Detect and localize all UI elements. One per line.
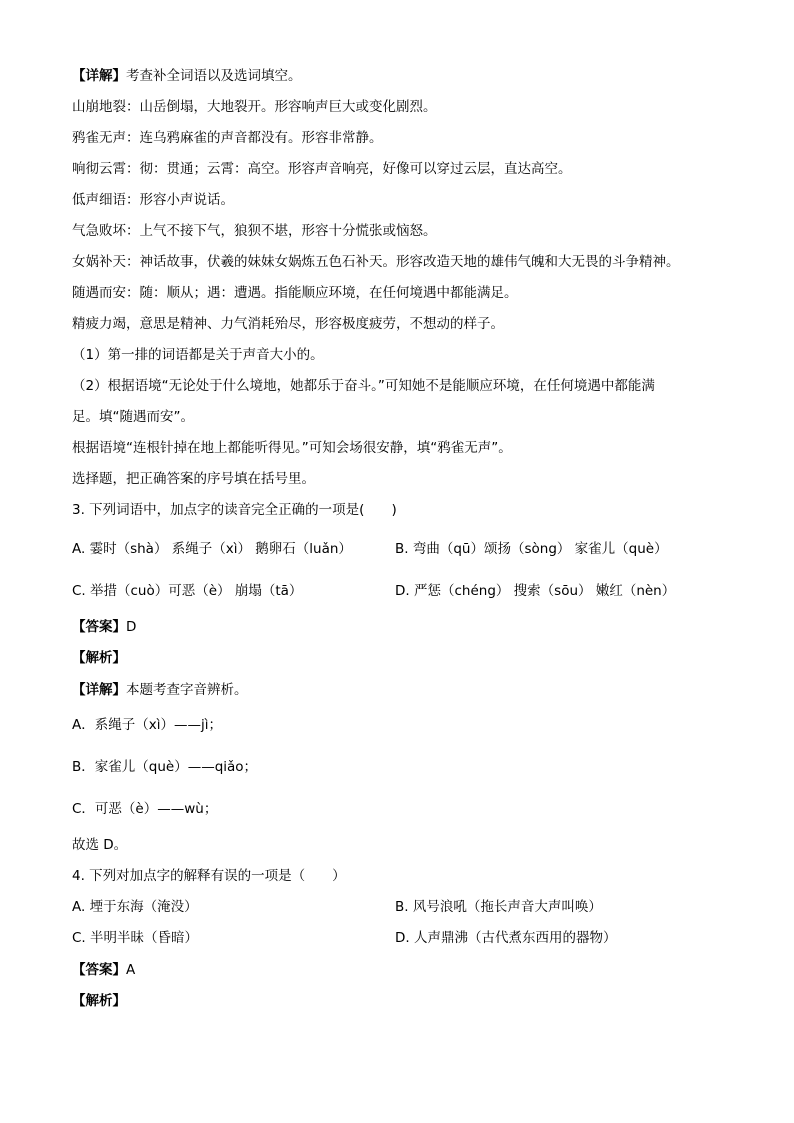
q4-option-a: A. 堙于东海（淹没） [72,899,198,915]
section-instruction: 选择题，把正确答案的序号填在括号里。 [72,471,315,487]
q4-option-d: D. 人声鼎沸（古代煮东西用的器物） [395,930,617,946]
q3-fix-a: A．系绳子（xì）——jì； [72,717,222,733]
detail-line [72,67,302,85]
idiom-shanbengdilie: 山崩地裂：山岳倒塌，大地裂开。形容响声巨大或变化剧烈。 [72,99,437,115]
note-1: （1）第一排的词语都是关于声音大小的。 [72,347,324,363]
detail-text: 考查补全词语以及选词填空。 [126,68,302,84]
q3-option-a: A. 霎时（shà） 系绳子（xì） 鹅卵石（luǎn） [72,541,352,557]
q3-analysis-tag: 【解析】 [72,650,126,666]
detail-tag: 【详解】 [72,682,126,698]
q3-option-d: D. 严惩（chéng） 搜索（sōu） 嫩红（nèn） [395,583,676,599]
q4-answer [72,961,135,979]
idiom-dishengxiyu: 低声细语：形容小声说话。 [72,192,234,208]
q3-fix-c: C．可恶（è）——wù； [72,801,218,817]
q4-option-b: B. 风号浪吼（拖长声音大声叫唤） [395,899,602,915]
q3-fix-b: B．家雀儿（què）——qiǎo； [72,759,258,775]
note-2: （2）根据语境“无论处于什么境地，她都乐于奋斗。”可知她不是能顺应环境，在任何境遇中都能满 [72,378,655,394]
q3-answer [72,618,136,636]
detail-tag: 【详解】 [72,68,126,84]
idiom-suiyuerean: 随遇而安：随：顺从；遇：遭遇。指能顺应环境，在任何境遇中都能满足。 [72,285,518,301]
idiom-yaqiewusheng: 鸦雀无声：连乌鸦麻雀的声音都没有。形容非常静。 [72,130,383,146]
idiom-nvwabutian: 女娲补天：神话故事，伏羲的妹妹女娲炼五色石补天。形容改造天地的雄伟气魄和大无畏的斗争精神。 [72,254,680,270]
q3-conclusion: 故选 D。 [72,837,128,853]
q3-stem: 3. 下列词语中，加点字的读音完全正确的一项是( ) [72,502,397,518]
q3-detail [72,681,248,699]
idiom-qijibaihuai: 气急败坏：上气不接下气，狼狈不堪，形容十分慌张或恼怒。 [72,223,437,239]
q3-option-b: B. 弯曲（qū）颂扬（sòng） 家雀儿（què） [395,541,668,557]
idiom-xiangcheyunxiao: 响彻云霄：彻：贯通；云霄：高空。形容声音响亮，好像可以穿过云层，直达高空。 [72,161,572,177]
q3-option-c: C. 举措（cuò）可恶（è） 崩塌（tā） [72,583,303,599]
q4-option-c: C. 半明半昧（昏暗） [72,930,199,946]
detail-text: 本题考查字音辨析。 [126,682,248,698]
note-2-cont: 足。填“随遇而安”。 [72,409,194,425]
note-3: 根据语境“连根针掉在地上都能听得见。”可知会场很安静，填“鸦雀无声”。 [72,440,512,456]
q4-stem: 4. 下列对加点字的解释有误的一项是（ ） [72,868,346,884]
q4-analysis-tag: 【解析】 [72,993,126,1009]
answer-tag: 【答案】 [72,619,126,635]
answer-tag: 【答案】 [72,962,126,978]
idiom-jingpilijie: 精疲力竭，意思是精神、力气消耗殆尽，形容极度疲劳，不想动的样子。 [72,316,504,332]
answer-value: D [126,619,137,635]
answer-value: A [126,962,136,978]
